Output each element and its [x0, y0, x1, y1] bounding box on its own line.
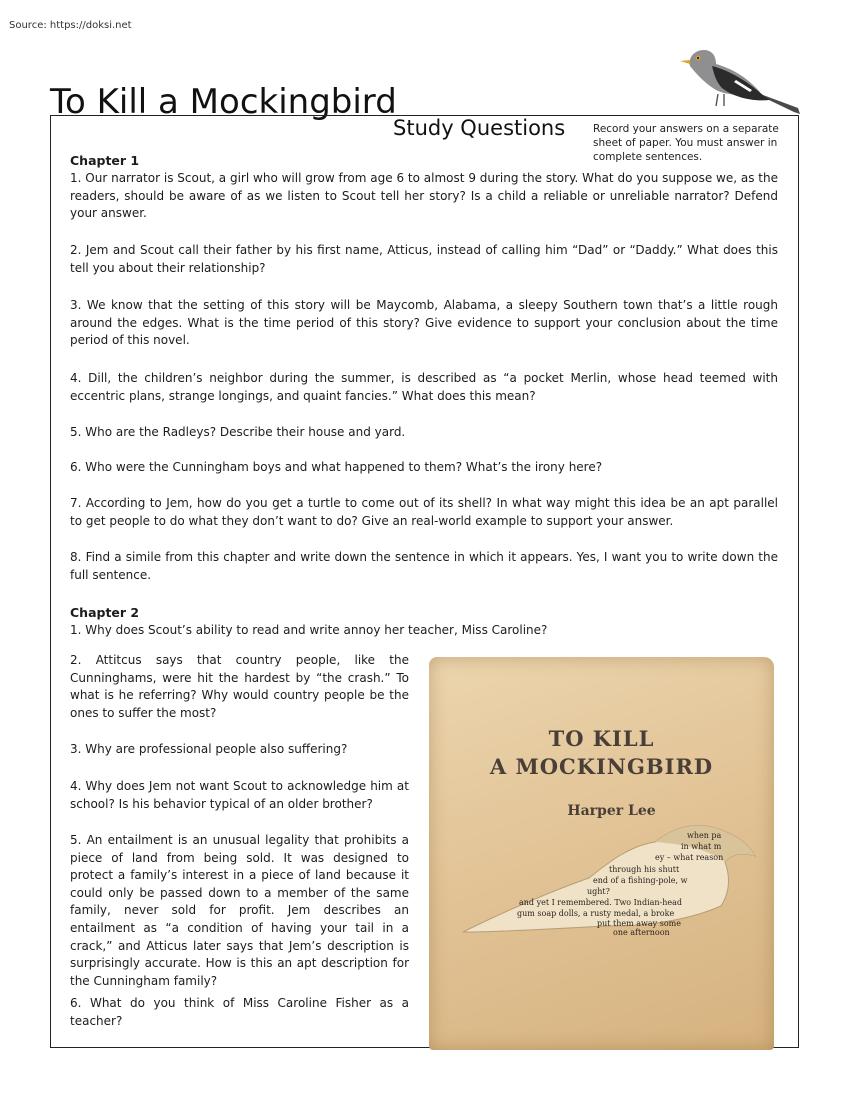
question-1-5: 5. Who are the Radleys? Describe their house and yard.	[70, 425, 406, 439]
torn-text-line: and yet I remembered. Two Indian-head	[519, 898, 683, 907]
study-questions-heading: Study Questions	[393, 116, 566, 140]
question-2-5: 5. An entailment is an unusual legality that prohibits a piece of land from being sold. It was designed to protect a family’s interest in a piece of land because it could only be passed down to a member of the same family, never sold for profit. Jem describes an entailment as “a condition of having your tail in a crack,” and Atticus later says that Jem’s description is surprisingly accurate. How is this an apt description for the Cunningham family?	[70, 833, 409, 988]
torn-text-line: put them away some	[597, 919, 681, 928]
chapter-1-heading: Chapter 1	[70, 153, 140, 168]
page-title: To Kill a Mockingbird	[50, 82, 397, 122]
book-title	[429, 725, 774, 781]
mockingbird-icon	[676, 44, 804, 124]
question-1-6: 6. Who were the Cunningham boys and what happened to them? What’s the irony here?	[70, 460, 603, 474]
torn-text-line: in what m	[681, 842, 722, 851]
source-label: Source: https://doksi.net	[9, 20, 132, 31]
torn-page-bird-icon	[459, 822, 759, 942]
question-1-3: 3. We know that the setting of this story will be Maycomb, Alabama, a sleepy Southern town that’s a little rough around the edges. What is the time period of this story? Give evidence to support your conclusion about the time period of this novel.	[70, 298, 778, 348]
book-author: Harper Lee	[567, 803, 656, 819]
torn-text-line: when pa	[687, 831, 722, 840]
question-1-7: 7. According to Jem, how do you get a turtle to come out of its shell? In what way might this idea be an apt parallel to get people to do what they don’t want to do? Give an real-world example to support your answer.	[70, 496, 778, 528]
torn-text-line: end of a fishing-pole, w	[593, 876, 688, 885]
question-2-4: 4. Why does Jem not want Scout to acknowledge him at school? Is his behavior typical of an older brother?	[70, 779, 409, 811]
question-2-1: 1. Why does Scout’s ability to read and write annoy her teacher, Miss Caroline?	[70, 623, 548, 637]
torn-text-line: one afternoon	[613, 928, 670, 937]
book-cover-photo	[429, 657, 774, 1050]
question-1-4: 4. Dill, the children’s neighbor during the summer, is described as “a pocket Merlin, whose head teemed with eccentric plans, strange longings, and quaint fancies.” What does this mean?	[70, 371, 778, 403]
book-title-line-1: TO KILL	[548, 726, 655, 751]
question-2-2: 2. Attitcus says that country people, like the Cunninghams, were hit the hardest by “the crash.” To what is he referring? Why would country people be the ones to suffer the most?	[70, 653, 409, 720]
question-1-2: 2. Jem and Scout call their father by his first name, Atticus, instead of calling him “Dad” or “Daddy.” What does this tell you about their relationship?	[70, 243, 778, 275]
torn-text-line: gum soap dolls, a rusty medal, a broke	[517, 909, 675, 918]
instructions-note: Record your answers on a separate sheet of paper. You must answer in complete sentences.	[593, 123, 779, 163]
torn-text-line: ey – what reason	[655, 853, 724, 862]
book-title-line-2: A MOCKINGBIRD	[489, 754, 714, 779]
question-2-6: 6. What do you think of Miss Caroline Fisher as a teacher?	[70, 996, 409, 1028]
torn-text-line: ught?	[587, 887, 610, 896]
question-1-1: 1. Our narrator is Scout, a girl who will grow from age 6 to almost 9 during the story. What do you suppose we, as the readers, should be aware of as we listen to Scout tell her story? Is a child a reliable or unreliable narrator? Defend your answer.	[70, 171, 778, 221]
torn-text-line: through his shutt	[609, 865, 680, 874]
question-1-8: 8. Find a simile from this chapter and write down the sentence in which it appears. Yes, I want you to write down the full sentence.	[70, 550, 778, 582]
question-2-3: 3. Why are professional people also suffering?	[70, 742, 348, 756]
chapter-2-heading: Chapter 2	[70, 605, 140, 620]
